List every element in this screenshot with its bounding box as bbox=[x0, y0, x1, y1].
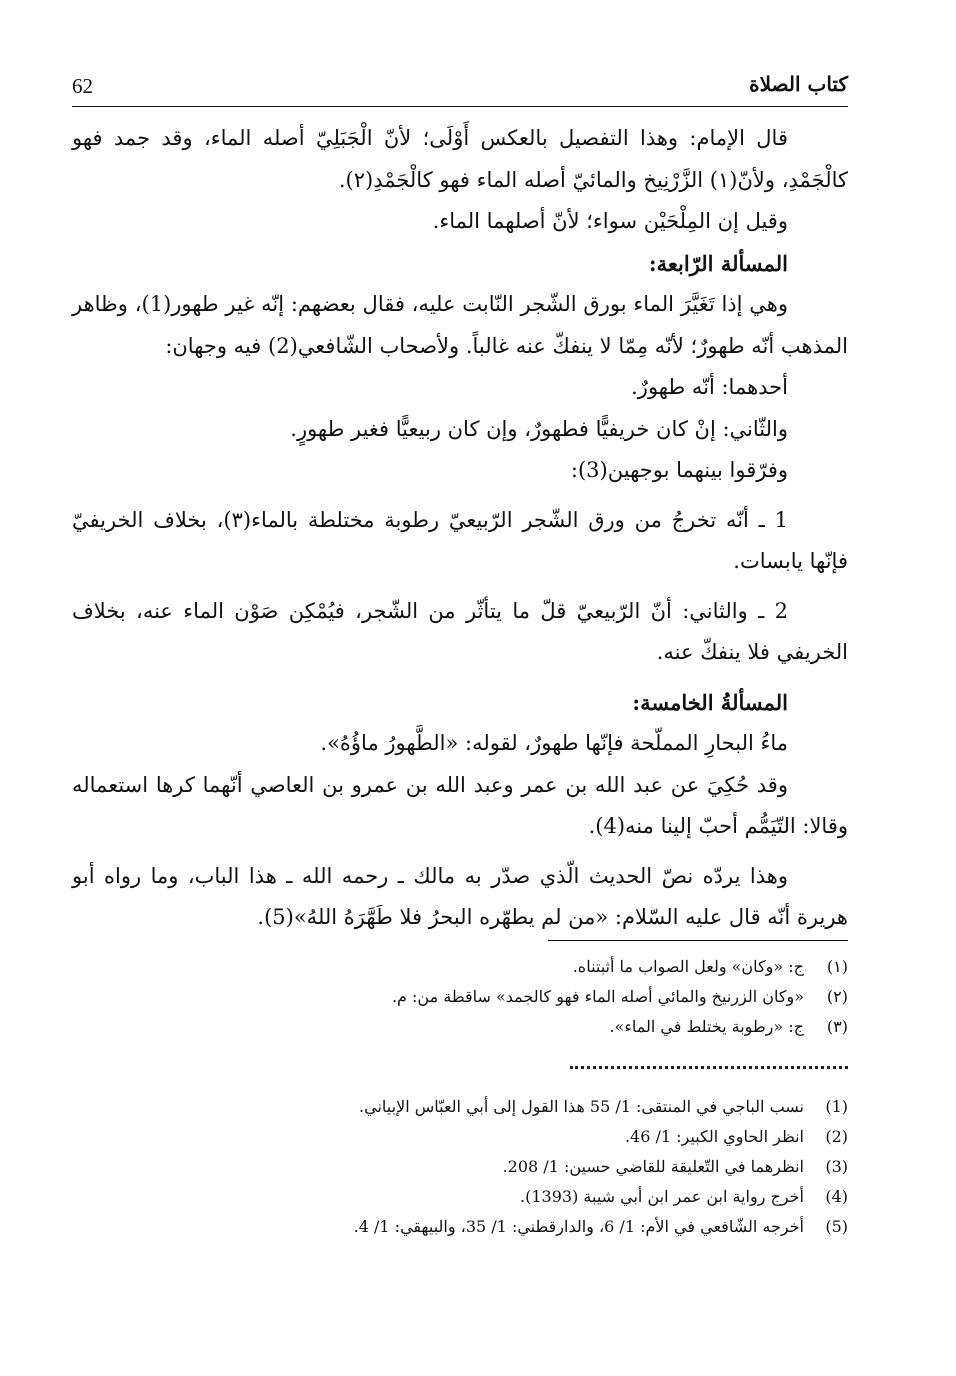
footnote bbox=[240, 952, 848, 982]
paragraph: وهي إذا تَغَيَّرَ الماء بورق الشّجر النّابت عليه، فقال بعضهم: إنّه غير طهور(1)، وظاهر المذهب أنّه طهورٌ؛ لأنّه مِمّا لا ينفكّ عنه غالباً. ولأصحاب الشّافعي(2) فيه وجهان: bbox=[72, 292, 848, 358]
footnote-number: (٣) bbox=[826, 1017, 848, 1036]
section-heading: المسألةُ الخامسة: bbox=[632, 689, 788, 715]
paragraph: ماءُ البحارِ المملّحة فإنّها طهورٌ، لقوله: «الطَّهورُ ماؤُهُ». bbox=[320, 731, 788, 755]
paragraph: قال الإمام: وهذا التفصيل بالعكس أَوْلَى؛ لأنّ الْجَبَلِيّ أصله الماء، وقد جمد فهو كالْجَمْدِ، ولأنّ(١) الزَّرْنِيخ والمائيّ أصله الماء فهو كالْجَمْدِ(٢). bbox=[72, 126, 848, 192]
section-heading: المسألة الرّابعة: bbox=[648, 250, 788, 276]
footnote-number: (1) bbox=[825, 1097, 848, 1116]
footnote-text: أخرج رواية ابن عمر ابن أبي شيبة (1393). bbox=[520, 1187, 804, 1206]
footnote-text: ج: «وكان» ولعل الصواب ما أثبتناه. bbox=[572, 957, 804, 976]
footnote bbox=[240, 982, 848, 1012]
list-item: 2 ـ والثاني: أنّ الرّبيعيّ قلّ ما يتأثّر من الشّجر، فيُمْكِن صَوْن الماء عنه، بخلاف الخريفي فلا ينفكّ عنه. bbox=[72, 598, 848, 664]
page-number: 62 bbox=[72, 74, 93, 98]
footnote-number: (١) bbox=[826, 957, 848, 976]
footnote-text: انظر الحاوي الكبير: 1/ 46. bbox=[624, 1127, 804, 1146]
footnote-text: انظرهما في التّعليقة للقاضي حسين: 1/ 208. bbox=[502, 1157, 804, 1176]
footnote-text: «وكان الزرنيخ والمائي أصله الماء فهو كالجمد» ساقطة من: م. bbox=[391, 987, 804, 1006]
paragraph: وقيل إن المِلْحَيْن سواء؛ لأنّ أصلهما الماء. bbox=[432, 209, 788, 233]
footnote-text: نسب الباجي في المنتقى: 1/ 55 هذا القول إلى أبي العبّاس الإبياني. bbox=[359, 1097, 804, 1116]
dotted-separator bbox=[570, 1066, 848, 1069]
paragraph: أحدهما: أنّه طهورٌ. bbox=[631, 375, 788, 399]
footnote-number: (5) bbox=[825, 1217, 848, 1236]
footnote-number: (2) bbox=[825, 1127, 848, 1146]
footnote-number: (3) bbox=[825, 1157, 848, 1176]
footnote bbox=[240, 1122, 848, 1152]
footnote bbox=[240, 1152, 848, 1182]
paragraph: وفرّقوا بينهما بوجهين(3): bbox=[570, 458, 788, 482]
paragraph: وهذا يردّه نصّ الحديث الّذي صدّر به مالك ـ رحمه الله ـ هذا الباب، وما رواه أبو هريرة أنّه قال عليه السّلام: «من لم يطهّره البحرُ فلا طَهَّرَهُ اللهُ»(5). bbox=[72, 863, 848, 929]
footnote bbox=[240, 1092, 848, 1122]
footnote-number: (4) bbox=[825, 1187, 848, 1206]
source-footnotes bbox=[240, 1092, 848, 1242]
footnote bbox=[240, 1012, 848, 1042]
paragraph: وقد حُكِيَ عن عبد الله بن عمر وعبد الله بن عمرو بن العاصي أنّهما كرها استعماله وقالا: التّيَمُّم أحبّ إلينا منه(4). bbox=[72, 772, 848, 838]
paragraph: والثّاني: إنْ كان خريفيًّا فطهورٌ، وإن كان ربيعيًّا فغير طهورٍ. bbox=[290, 416, 788, 441]
footnote-number: (٢) bbox=[826, 987, 848, 1006]
footnote-text: أخرجه الشّافعي في الأم: 1/ 6، والدارقطني: 1/ 35، والبيهقي: 1/ 4. bbox=[353, 1217, 804, 1236]
running-title: كتاب الصلاة bbox=[749, 72, 848, 96]
page-header bbox=[72, 72, 848, 107]
footnote bbox=[240, 1182, 848, 1212]
footnote-text: ج: «رطوبة يختلط في الماء». bbox=[609, 1017, 804, 1036]
footnote bbox=[240, 1212, 848, 1242]
main-text bbox=[72, 118, 848, 939]
variant-footnotes bbox=[240, 952, 848, 1042]
footnote-separator bbox=[548, 940, 848, 941]
list-item: 1 ـ أنّه تخرجُ من ورق الشّجر الرّبيعيّ رطوبة مختلطة بالماء(٣)، بخلاف الخريفيّ فإنّها يابسات. bbox=[72, 507, 848, 573]
